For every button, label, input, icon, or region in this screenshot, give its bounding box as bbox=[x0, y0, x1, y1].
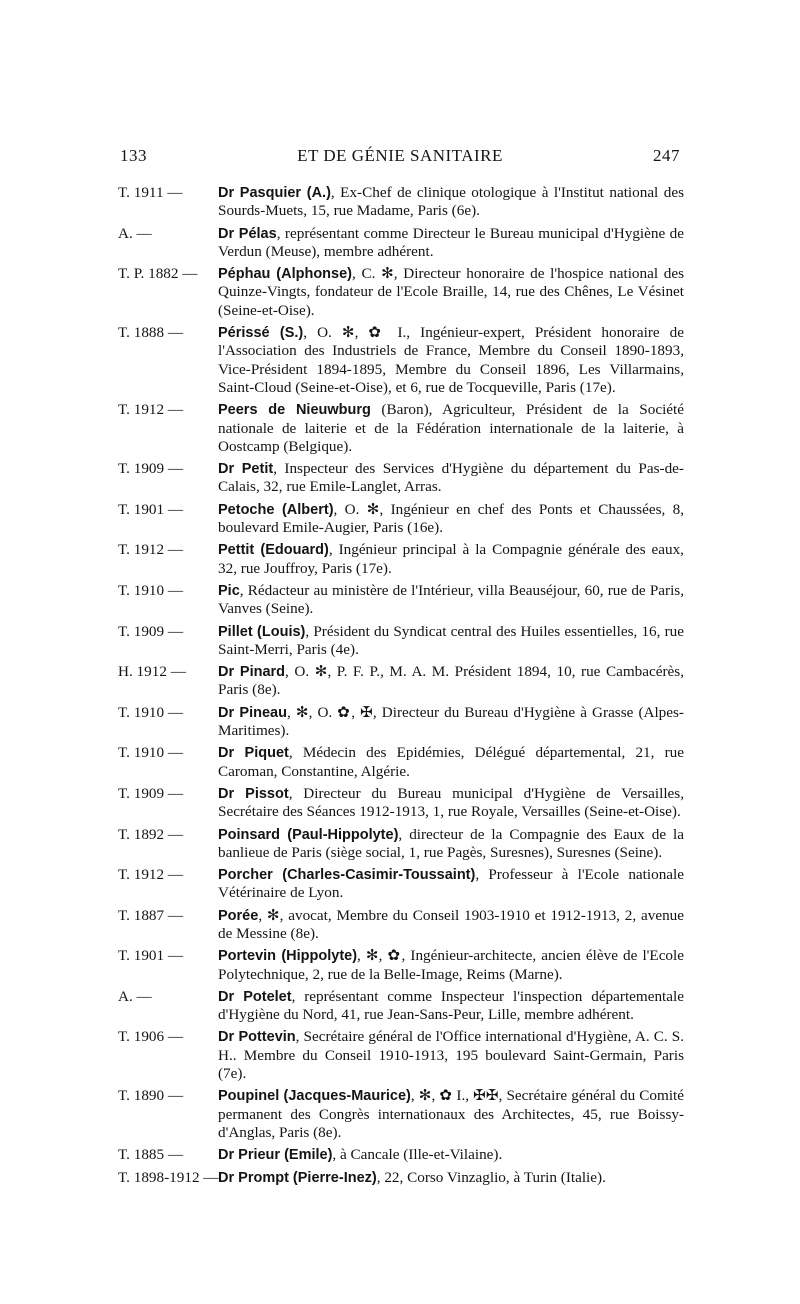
member-name: Dr Petit bbox=[218, 461, 274, 478]
entry-body bbox=[218, 1028, 684, 1083]
page-number-left: 133 bbox=[120, 146, 147, 165]
entry-body bbox=[218, 184, 684, 221]
member-details: , Secrétaire général de l'Office international d'Hygiène, A. C. S. H.. Membre du Conseil 1910-1913, 195 boulevard Saint-Germain, Paris (7e). bbox=[218, 1028, 685, 1083]
member-details: , représentant comme Inspecteur l'inspection départementale d'Hygiène du Nord, 41, rue Jean-Sans-Peur, Lille, membre adhérent. bbox=[218, 987, 684, 1024]
entry-body bbox=[218, 1169, 684, 1187]
member-name: Dr Pasquier (A.) bbox=[218, 185, 331, 201]
member-details: , ✻, ✿ I., ✠✠, Secrétaire général du Comité permanent des Congrès internationaux des Architectes, 45, rue Boissy-d'Anglas, Paris (8e). bbox=[218, 1087, 684, 1141]
member-name: Pic bbox=[218, 582, 240, 599]
entry-body bbox=[218, 324, 684, 397]
member-details: , représentant comme Directeur le Bureau municipal d'Hygiène de Verdun (Meuse), membre adhérent. bbox=[218, 224, 684, 260]
member-entry bbox=[118, 460, 684, 497]
member-entry bbox=[118, 744, 684, 781]
membership-class: T. 1910 — bbox=[118, 744, 184, 762]
membership-class: T. 1911 — bbox=[118, 184, 183, 201]
member-name: Dr Prieur (Emile) bbox=[218, 1147, 333, 1164]
member-details: , Ingénieur principal à la Compagnie générale des eaux, 32, rue Jouffroy, Paris (17e). bbox=[218, 541, 684, 577]
member-details: , O. ✻, ✿ I., Ingénieur-expert, Président honoraire de l'Association des Industriels de France, Membre du Conseil 1890-1893, Vice-Président 1894-1895, Membre du Conseil 1896, Les Villarmains, Saint-Cloud (Seine-et-Oise), et 6, rue de Tocqueville, Paris (17e). bbox=[218, 324, 684, 396]
member-details: , Inspecteur des Services d'Hygiène du département du Pas-de-Calais, 32, rue Emile-Langlet, Arras. bbox=[218, 460, 684, 496]
member-details: , Professeur à l'Ecole nationale Vétérinaire de Lyon. bbox=[218, 866, 684, 902]
member-entry bbox=[118, 184, 684, 221]
member-details: , Rédacteur au ministère de l'Intérieur, villa Beauséjour, 60, rue de Paris, Vanves (Seine). bbox=[218, 581, 684, 618]
member-entry bbox=[118, 947, 684, 984]
entry-body bbox=[218, 785, 684, 822]
member-details: , ✻, O. ✿, ✠, Directeur du Bureau d'Hygiène à Grasse (Alpes-Maritimes). bbox=[218, 703, 684, 740]
running-header bbox=[120, 146, 680, 170]
member-details: , Président du Syndicat central des Huiles essentielles, 16, rue Saint-Merri, Paris (4e). bbox=[218, 622, 685, 658]
entry-body bbox=[218, 225, 684, 262]
running-title: ET DE GÉNIE SANITAIRE bbox=[297, 146, 503, 165]
member-name: Poupinel (Jacques-Maurice) bbox=[218, 1088, 411, 1105]
member-details: , O. ✻, Ingénieur en chef des Ponts et Chaussées, 8, boulevard Emile-Augier, Paris (16e). bbox=[218, 500, 684, 537]
entry-body bbox=[218, 541, 684, 578]
member-name: Périssé (S.) bbox=[218, 325, 304, 342]
page-number-right: 247 bbox=[653, 146, 680, 165]
member-name: Poinsard (Paul-Hippolyte) bbox=[218, 826, 399, 843]
member-details: , ✻, avocat, Membre du Conseil 1903-1910 et 1912-1913, 2, avenue de Messine (8e). bbox=[218, 906, 684, 942]
member-entry bbox=[118, 988, 684, 1025]
member-name: Dr Pineau bbox=[218, 704, 287, 721]
membership-class: T. 1912 — bbox=[118, 866, 184, 884]
member-entry bbox=[118, 663, 684, 700]
membership-class: T. 1892 — bbox=[118, 825, 184, 843]
member-entry bbox=[118, 1028, 684, 1083]
member-entry bbox=[118, 225, 684, 262]
member-name: Dr Pinard bbox=[218, 664, 286, 681]
entry-body bbox=[218, 988, 684, 1025]
member-entry bbox=[118, 1169, 684, 1187]
member-details: (Baron), Agriculteur, Président de la Société nationale de laiterie et de la Fédération internationale de la laiterie, à Oostcamp (Belgique). bbox=[218, 401, 685, 455]
member-details: , Directeur du Bureau municipal d'Hygiène de Versailles, Secrétaire des Séances 1912-1913, 1, rue Royale, Versailles (Seine-et-Oise). bbox=[218, 784, 684, 821]
member-details: , 22, Corso Vinzaglio, à Turin (Italie). bbox=[376, 1168, 606, 1186]
membership-class: T. 1909 — bbox=[118, 622, 184, 640]
member-entry bbox=[118, 704, 684, 741]
entry-body bbox=[218, 1146, 684, 1164]
membership-class: T. 1910 — bbox=[118, 581, 184, 599]
membership-class: T. 1910 — bbox=[118, 703, 184, 721]
entry-body bbox=[218, 663, 684, 700]
membership-class: T. 1912 — bbox=[118, 541, 184, 559]
membership-class: H. 1912 — bbox=[118, 663, 186, 681]
member-name: Petoche (Albert) bbox=[218, 501, 334, 518]
member-name: Pettit (Edouard) bbox=[218, 542, 329, 559]
member-name: Dr Prompt (Pierre-Inez) bbox=[218, 1169, 377, 1186]
member-entry bbox=[118, 785, 684, 822]
membership-class: T. 1901 — bbox=[118, 500, 184, 518]
membership-class: T. 1885 — bbox=[118, 1146, 184, 1164]
member-details: , Médecin des Epidémies, Délégué départemental, 21, rue Caroman, Constantine, Algérie. bbox=[218, 744, 684, 780]
membership-class: T. 1898-1912 — bbox=[118, 1168, 219, 1186]
entry-body bbox=[218, 826, 684, 863]
membership-class: T. 1901 — bbox=[118, 947, 184, 965]
entry-body bbox=[218, 460, 684, 497]
member-name: Dr Pissot bbox=[218, 785, 289, 802]
member-details: , ✻, ✿, Ingénieur-architecte, ancien élève de l'Ecole Polytechnique, 2, rue de la Belle-Image, Reims (Marne). bbox=[218, 947, 684, 983]
membership-class: T. 1888 — bbox=[118, 324, 184, 342]
member-name: Porcher (Charles-Casimir-Toussaint) bbox=[218, 867, 476, 884]
member-entry bbox=[118, 501, 684, 538]
member-entry bbox=[118, 582, 684, 619]
member-name: Pillet (Louis) bbox=[218, 623, 306, 640]
member-details: , Ex-Chef de clinique otologique à l'Institut national des Sourds-Muets, 15, rue Madame, Paris (6e). bbox=[218, 184, 684, 220]
entry-body bbox=[218, 401, 684, 456]
entry-body bbox=[218, 501, 684, 538]
member-name: Porée bbox=[218, 907, 259, 924]
entry-body bbox=[218, 866, 684, 903]
membership-class: T. 1906 — bbox=[118, 1028, 184, 1046]
membership-class: T. 1909 — bbox=[118, 460, 184, 478]
member-entry bbox=[118, 826, 684, 863]
member-entry bbox=[118, 623, 684, 660]
member-details: , directeur de la Compagnie des Eaux de la banlieue de Paris (siège social, 1, rue Pagès, Suresnes), Suresnes (Seine). bbox=[218, 825, 684, 861]
membership-class: T. P. 1882 — bbox=[118, 265, 198, 283]
entry-body bbox=[218, 907, 684, 944]
membership-class: A. — bbox=[118, 224, 152, 242]
entry-body bbox=[218, 582, 684, 619]
member-details: , C. ✻, Directeur honoraire de l'hospice national des Quinze-Vingts, fondateur de l'Ecole Braille, 14, rue des Chênes, Le Vésinet (Seine-et-Oise). bbox=[218, 265, 684, 319]
entry-body bbox=[218, 704, 684, 741]
member-name: Peers de Nieuwburg bbox=[218, 402, 371, 419]
membership-class: T. 1890 — bbox=[118, 1087, 184, 1105]
membership-class: T. 1909 — bbox=[118, 784, 184, 802]
entry-body bbox=[218, 744, 684, 781]
membership-class: A. — bbox=[118, 987, 152, 1005]
entry-body bbox=[218, 623, 684, 660]
member-details: , O. ✻, P. F. P., M. A. M. Président 1894, 10, rue Cambacérès, Paris (8e). bbox=[218, 663, 684, 699]
member-entry bbox=[118, 541, 684, 578]
member-entry bbox=[118, 907, 684, 944]
member-entry bbox=[118, 1146, 684, 1164]
membership-class: T. 1887 — bbox=[118, 906, 184, 924]
member-name: Péphau (Alphonse) bbox=[218, 266, 352, 283]
member-name: Portevin (Hippolyte) bbox=[218, 948, 358, 965]
member-list bbox=[118, 184, 684, 1191]
entry-body bbox=[218, 1087, 684, 1142]
member-name: Dr Pottevin bbox=[218, 1029, 296, 1046]
member-entry bbox=[118, 1087, 684, 1142]
member-entry bbox=[118, 866, 684, 903]
member-entry bbox=[118, 265, 684, 320]
member-name: Dr Potelet bbox=[218, 988, 292, 1005]
member-entry bbox=[118, 324, 684, 397]
entry-body bbox=[218, 265, 684, 320]
entry-body bbox=[218, 947, 684, 984]
membership-class: T. 1912 — bbox=[118, 401, 184, 419]
member-name: Dr Piquet bbox=[218, 745, 289, 762]
member-entry bbox=[118, 401, 684, 456]
member-details: , à Cancale (Ille-et-Vilaine). bbox=[332, 1146, 503, 1164]
member-name: Dr Pélas bbox=[218, 225, 277, 242]
